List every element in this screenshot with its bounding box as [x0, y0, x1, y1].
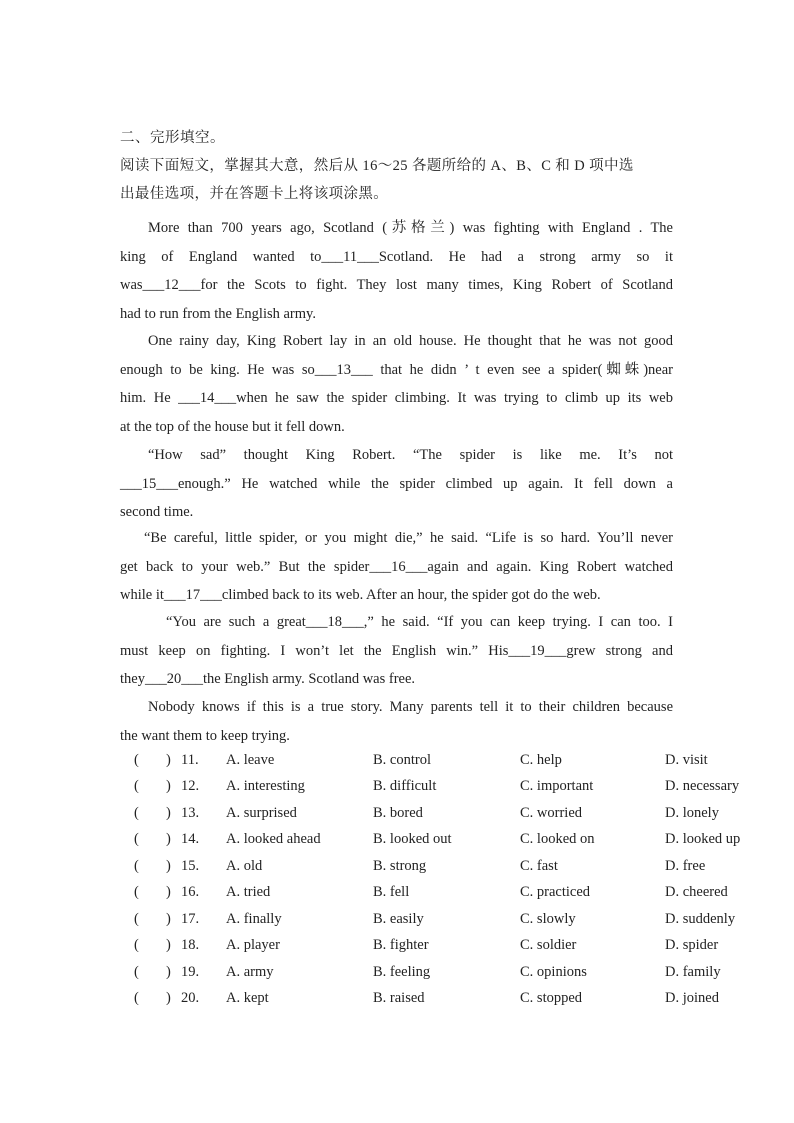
passage-line: the want them to keep trying.: [120, 727, 290, 744]
option-a: A. finally: [226, 911, 282, 927]
answer-paren-open: (: [134, 937, 139, 953]
question-number: 12.: [181, 778, 200, 794]
passage-line: “You are such a great___18___,” he said. “If you can keep trying. I can too. I: [166, 614, 673, 630]
passage-line: More than 700 years ago, Scotland (苏格兰) was fighting with England . The: [148, 220, 673, 236]
answer-paren-close: ): [166, 805, 171, 821]
option-b: B. difficult: [373, 778, 437, 794]
answer-paren-close: ): [166, 964, 171, 980]
question-number: 15.: [181, 858, 200, 874]
option-a: A. interesting: [226, 778, 305, 794]
option-a: A. surprised: [226, 805, 297, 821]
question-row: [0, 752, 794, 778]
passage-line: get back to your web.” But the spider___16___again and again. King Robert watched: [120, 558, 673, 575]
question-number: 17.: [181, 911, 200, 927]
option-c: C. fast: [520, 858, 558, 874]
option-b: B. easily: [373, 911, 424, 927]
question-row: [0, 805, 794, 831]
question-row: [0, 964, 794, 990]
answer-paren-open: (: [134, 805, 139, 821]
question-number: 11.: [181, 752, 199, 768]
option-d: D. cheered: [665, 884, 728, 900]
answer-paren-open: (: [134, 858, 139, 874]
option-b: B. feeling: [373, 964, 431, 980]
passage-paragraph-5: [120, 608, 673, 694]
option-a: A. leave: [226, 752, 275, 768]
option-b: B. raised: [373, 990, 425, 1006]
passage-line: “How sad” thought King Robert. “The spider is like me. It’s not: [148, 447, 673, 463]
passage-line: ___15___enough.” He watched while the spider climbed up again. It fell down a: [120, 475, 673, 492]
option-b: B. looked out: [373, 831, 452, 847]
question-number: 13.: [181, 805, 200, 821]
option-a: A. army: [226, 964, 274, 980]
option-b: B. fell: [373, 884, 410, 900]
option-a: A. looked ahead: [226, 831, 321, 847]
option-c: C. soldier: [520, 937, 577, 953]
question-row: [0, 990, 794, 1016]
passage-line: must keep on fighting. I won’t let the English win.” His___19___grew strong and: [120, 642, 673, 659]
passage-line: king of England wanted to___11___Scotland. He had a strong army so it: [120, 248, 673, 265]
passage-line: him. He ___14___when he saw the spider climbing. It was trying to climb up its web: [120, 390, 673, 406]
option-c: C. important: [520, 778, 594, 794]
passage-line: second time.: [120, 504, 194, 520]
instruction-line: 出最佳选项，并在答题卡上将该项涂黑。: [120, 186, 389, 202]
passage-paragraph-1: [120, 214, 673, 328]
answer-paren-close: ): [166, 937, 171, 953]
option-c: C. looked on: [520, 831, 595, 847]
passage-line: enough to be king. He was so___13___ that he didn ’ t even see a spider(蜘蛛)near: [120, 361, 673, 378]
question-number: 14.: [181, 831, 200, 847]
question-number: 19.: [181, 964, 200, 980]
answer-paren-close: ): [166, 858, 171, 874]
question-number: 16.: [181, 884, 200, 900]
answer-paren-close: ): [166, 884, 171, 900]
question-number: 18.: [181, 937, 200, 953]
question-row: [0, 884, 794, 910]
answer-paren-open: (: [134, 911, 139, 927]
question-row: [0, 778, 794, 804]
question-number: 20.: [181, 990, 200, 1006]
option-d: D. necessary: [665, 778, 740, 794]
section-title: 二、完形填空。: [120, 130, 225, 146]
answer-paren-open: (: [134, 752, 139, 768]
answer-paren-open: (: [134, 964, 139, 980]
passage-paragraph-3: [120, 441, 673, 527]
answer-paren-close: ): [166, 990, 171, 1006]
option-d: D. joined: [665, 990, 719, 1006]
answer-paren-open: (: [134, 884, 139, 900]
option-d: D. free: [665, 858, 706, 874]
option-c: C. slowly: [520, 911, 576, 927]
question-row: [0, 911, 794, 937]
answer-paren-close: ): [166, 911, 171, 927]
option-a: A. tried: [226, 884, 271, 900]
option-c: C. opinions: [520, 964, 587, 980]
option-a: A. player: [226, 937, 280, 953]
option-b: B. bored: [373, 805, 423, 821]
passage-line: One rainy day, King Robert lay in an old house. He thought that he was not good: [148, 333, 673, 349]
option-c: C. help: [520, 752, 562, 768]
option-a: A. old: [226, 858, 263, 874]
answer-paren-close: ): [166, 831, 171, 847]
option-a: A. kept: [226, 990, 269, 1006]
option-d: D. spider: [665, 937, 719, 953]
option-b: B. control: [373, 752, 431, 768]
answer-paren-open: (: [134, 778, 139, 794]
passage-line: while it___17___climbed back to its web. After an hour, the spider got do the web.: [120, 587, 601, 603]
question-row: [0, 937, 794, 963]
option-d: D. visit: [665, 752, 708, 768]
passage-paragraph-2: [120, 327, 673, 441]
passage-line: had to run from the English army.: [120, 305, 316, 322]
passage-line: at the top of the house but it fell down.: [120, 418, 345, 435]
option-b: B. strong: [373, 858, 427, 874]
option-c: C. practiced: [520, 884, 591, 900]
section-instruction: [120, 152, 676, 208]
answer-paren-open: (: [134, 831, 139, 847]
option-d: D. looked up: [665, 831, 741, 847]
passage-line: they___20___the English army. Scotland was free.: [120, 671, 416, 687]
question-row: [0, 831, 794, 857]
answer-paren-open: (: [134, 990, 139, 1006]
question-row: [0, 858, 794, 884]
option-d: D. family: [665, 964, 721, 980]
option-d: D. lonely: [665, 805, 719, 821]
passage-line: Nobody knows if this is a true story. Many parents tell it to their children because: [148, 699, 673, 715]
passage-paragraph-6: [120, 693, 673, 750]
option-c: C. stopped: [520, 990, 583, 1006]
passage-paragraph-4: [120, 524, 673, 610]
passage-line: was___12___for the Scots to fight. They lost many times, King Robert of Scotland: [120, 277, 673, 293]
answer-paren-close: ): [166, 752, 171, 768]
option-c: C. worried: [520, 805, 583, 821]
answer-paren-close: ): [166, 778, 171, 794]
passage-line: “Be careful, little spider, or you might die,” he said. “Life is so hard. You’ll never: [144, 530, 673, 546]
option-d: D. suddenly: [665, 911, 736, 927]
instruction-line: 阅读下面短文，掌握其大意，然后从 16～25 各题所给的 A、B、C 和 D 项中选: [120, 158, 634, 174]
option-b: B. fighter: [373, 937, 429, 953]
